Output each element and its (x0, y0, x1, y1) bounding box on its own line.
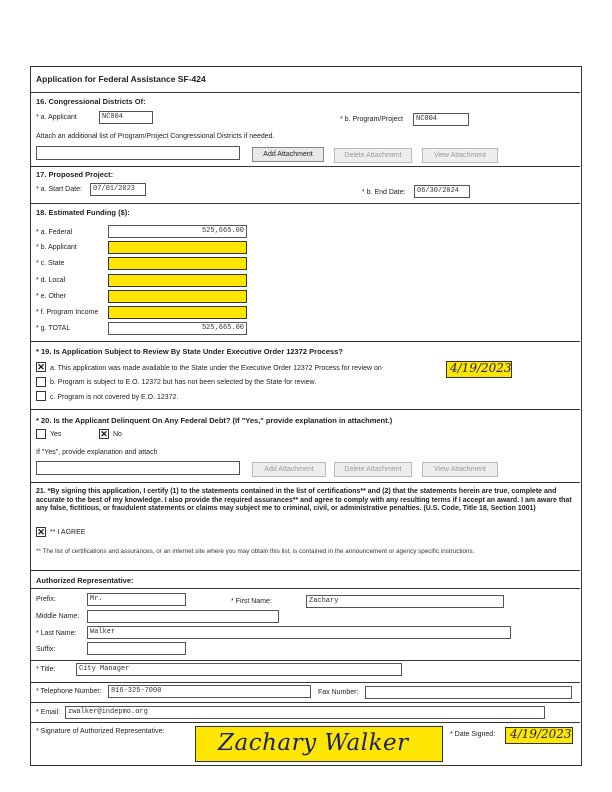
middle-name-field[interactable] (87, 610, 279, 623)
funding-local-field[interactable] (108, 274, 247, 287)
funding-program-income-field[interactable] (108, 306, 247, 319)
funding-federal-field[interactable]: 525,665.00 (108, 225, 247, 238)
date-signed-label: * Date Signed: (450, 731, 496, 738)
program-district-field[interactable]: NC004 (413, 113, 469, 126)
last-name-label: * Last Name: (36, 630, 77, 637)
debt-view-attachment-button[interactable]: View Attachment (422, 462, 498, 477)
email-divider (30, 702, 580, 703)
rep-heading: Authorized Representative: (36, 576, 134, 585)
section-21-divider (30, 482, 580, 483)
date-signed-field[interactable] (505, 727, 573, 744)
telephone-label: * Telephone Number: (36, 688, 102, 695)
section-18-divider (30, 203, 580, 204)
signature-divider (30, 722, 580, 723)
section-20-heading: * 20. Is the Applicant Delinquent On Any Federal Debt? (If "Yes," provide explanation in attachment.) (36, 416, 393, 425)
debt-yes-label: Yes (50, 431, 62, 438)
districts-attachment-field[interactable] (36, 146, 240, 160)
funding-local-label: * d. Local (36, 277, 66, 284)
title-label: * Title: (36, 666, 56, 673)
section-19-divider (30, 341, 580, 342)
funding-applicant-label: * b. Applicant (36, 244, 77, 251)
debt-explain-text: If "Yes", provide explanation and attach (36, 449, 158, 456)
start-date-label: * a. Start Date: (36, 186, 82, 193)
eo12372-option-c-label: c. Program is not covered by E.O. 12372. (50, 394, 179, 401)
rep-section-divider (30, 570, 580, 571)
agree-checkbox[interactable]: ✕ (37, 527, 45, 537)
eo12372-option-a-label: a. This application was made available to the State under the Executive Order 12372 Process for review on (50, 365, 382, 372)
end-date-field[interactable]: 06/30/2024 (414, 185, 470, 198)
funding-federal-label: * a. Federal (36, 229, 73, 236)
eo12372-option-b-checkbox[interactable] (36, 377, 46, 387)
funding-state-label: * c. State (36, 260, 65, 267)
section-16-heading: 16. Congressional Districts Of: (36, 97, 146, 106)
last-name-field[interactable]: Walker (87, 626, 511, 639)
funding-other-label: * e. Other (36, 293, 66, 300)
review-date-handwritten: 4/19/2023 (450, 361, 512, 375)
end-date-label: * b. End Date: (362, 189, 406, 196)
first-name-label: * First Name: (231, 598, 272, 605)
section-16-divider (30, 92, 580, 93)
applicant-district-field[interactable]: NC004 (99, 111, 153, 124)
funding-total-label: * g. TOTAL (36, 325, 71, 332)
title-field[interactable]: City Manager (76, 663, 402, 676)
prefix-field[interactable]: Mr. (87, 593, 186, 606)
title-divider (30, 660, 580, 661)
review-date-highlight (446, 361, 512, 378)
view-attachment-button[interactable]: View Attachment (422, 148, 498, 163)
suffix-field[interactable] (87, 642, 186, 655)
signature-label: * Signature of Authorized Representative: (36, 728, 165, 735)
fax-label: Fax Number: (318, 689, 359, 696)
section-17-heading: 17. Proposed Project: (36, 170, 114, 179)
phone-divider (30, 682, 580, 683)
eo12372-option-b-label: b. Program is subject to E.O. 12372 but has not been selected by the State for review. (50, 379, 317, 386)
funding-program-income-label: * f. Program Income (36, 309, 99, 316)
certification-text: 21. *By signing this application, I certify (1) to the statements contained in the list of certifications** and (2) that the statements herein are true, complete and accurate to the best of my knowledge. I also provide the required assurances** and agree to comply with any resulting terms if I accept an award. I am aware that any false, fictitious, or fraudulent statements or claims may subject me to criminal, civil, or administrative penalties. (U.S. Code, Title 18, Section 1001) (36, 488, 572, 513)
debt-explanation-field[interactable] (36, 461, 240, 475)
debt-no-checkbox[interactable]: ✕ (100, 429, 108, 439)
debt-yes-checkbox[interactable] (36, 429, 46, 439)
eo12372-option-c-checkbox[interactable] (36, 391, 46, 401)
date-signed-handwritten: 4/19/2023 (510, 727, 572, 741)
signature-box[interactable] (195, 726, 443, 762)
debt-add-attachment-button[interactable]: Add Attachment (252, 462, 326, 477)
debt-no-label: No (113, 431, 122, 438)
add-attachment-button[interactable]: Add Attachment (252, 147, 324, 162)
section-20-divider (30, 409, 580, 410)
fax-field[interactable] (365, 686, 572, 699)
email-field[interactable]: zwalker@indepmo.org (65, 706, 545, 719)
debt-delete-attachment-button[interactable]: Delete Attachment (334, 462, 412, 477)
middle-name-label: Middle Name: (36, 613, 80, 620)
funding-state-field[interactable] (108, 257, 247, 270)
section-18-heading: 18. Estimated Funding ($): (36, 208, 130, 217)
certification-note: ** The list of certifications and assurances, or an internet site where you may obtain this list, is contained in the announcement or agency specific instructions. (36, 548, 475, 555)
section-17-divider (30, 166, 580, 167)
funding-other-field[interactable] (108, 290, 247, 303)
section-19-heading: * 19. Is Application Subject to Review By State Under Executive Order 12372 Process? (36, 347, 343, 356)
funding-applicant-field[interactable] (108, 241, 247, 254)
handwritten-signature: Zachary Walker (218, 730, 409, 756)
applicant-district-label: * a. Applicant (36, 114, 77, 121)
start-date-field[interactable]: 07/01/2023 (90, 183, 146, 196)
prefix-label: Prefix: (36, 596, 56, 603)
telephone-field[interactable]: 816-325-7000 (108, 685, 311, 698)
agree-label: ** I AGREE (50, 529, 86, 536)
email-label: * Email: (36, 709, 61, 716)
eo12372-option-a-checkbox[interactable]: ✕ (37, 362, 45, 372)
rep-heading-divider (30, 588, 580, 589)
suffix-label: Suffix: (36, 646, 56, 653)
delete-attachment-button[interactable]: Delete Attachment (334, 148, 412, 163)
form-title: Application for Federal Assistance SF-424 (36, 74, 206, 84)
first-name-field[interactable]: Zachary (306, 595, 504, 608)
program-district-label: * b. Program/Project (340, 116, 404, 123)
attach-districts-text: Attach an additional list of Program/Project Congressional Districts if needed. (36, 133, 275, 140)
funding-total-field[interactable]: 525,665.00 (108, 322, 247, 335)
